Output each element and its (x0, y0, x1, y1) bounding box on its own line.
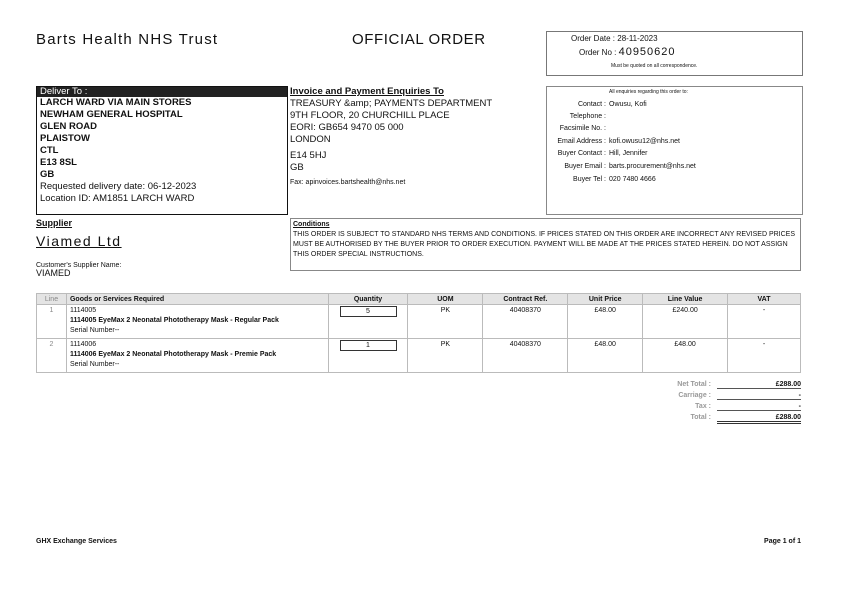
supplier-name: Viamed Ltd (36, 233, 122, 249)
deliver-to-heading: Deliver To : (37, 87, 287, 97)
row-quantity-cell (328, 305, 408, 339)
page-number: Page 1 of 1 (764, 538, 801, 545)
document-type: OFFICIAL ORDER (352, 31, 486, 48)
row-vat: - (728, 339, 801, 373)
item-code: 1114005 (69, 307, 97, 314)
facsimile-row (547, 125, 802, 136)
quantity-box: 5 (340, 306, 397, 317)
conditions-heading: Conditions (293, 221, 330, 228)
footer-service-name: GHX Exchange Services (36, 538, 117, 545)
requested-delivery-date: Requested delivery date: 06-12-2023 (40, 181, 197, 192)
item-serial: Serial Number-- (69, 361, 120, 368)
customer-supplier-value: VIAMED (36, 268, 71, 278)
row-uom: PK (408, 305, 483, 339)
quantity-box: 1 (340, 340, 397, 351)
contact-label: Contact : (577, 101, 606, 108)
total-row (560, 414, 801, 425)
order-date: 28-11-2023 (617, 34, 658, 43)
col-vat: VAT (728, 294, 801, 305)
carriage-row (560, 392, 801, 403)
order-date-label: Order Date : (571, 34, 616, 43)
totals-block (560, 381, 801, 425)
col-line-value: Line Value (643, 294, 728, 305)
invoice-line: LONDON (290, 134, 331, 145)
invoice-line: E14 5HJ (290, 150, 327, 161)
invoice-enquiries-box (290, 86, 545, 213)
deliver-to-box (36, 86, 288, 215)
net-total-value: £288.00 (717, 381, 801, 389)
net-total-row (560, 381, 801, 392)
conditions-text: THIS ORDER IS SUBJECT TO STANDARD NHS TERMS AND CONDITIONS. IF PRICES STATED ON THIS ORDER ARE INCORRECT ANY REVISED PRICES MUST BE AUTHORISED BY THE BUYER PRIOR TO ORDER EXECUTION. PAYMENT WILL BE MADE AT THE PRICES STATED HEREIN. DO NOT ASSIGN THIS ORDER SPECIAL INSTRUCTIONS. (293, 231, 796, 258)
invoice-heading: Invoice and Payment Enquiries To (290, 86, 444, 97)
carriage-label: Carriage : (678, 392, 711, 399)
item-code: 1114006 (69, 341, 97, 348)
row-goods (66, 305, 328, 339)
trust-name: Barts Health NHS Trust (36, 31, 219, 48)
order-note: Must be quoted on all correspondence. (611, 63, 698, 69)
email-label: Email Address : (557, 138, 606, 145)
order-info-box (546, 31, 803, 76)
row-line-number: 2 (37, 339, 67, 373)
supplier-heading: Supplier (36, 218, 73, 228)
telephone-label: Telephone : (569, 113, 606, 120)
total-label: Total : (690, 414, 711, 421)
item-serial: Serial Number-- (69, 327, 120, 334)
deliver-line: NEWHAM GENERAL HOSPITAL (40, 109, 183, 120)
row-vat: - (728, 305, 801, 339)
tax-label: Tax : (695, 403, 711, 410)
row-goods (66, 339, 328, 373)
buyer-tel-label: Buyer Tel : (573, 176, 606, 183)
buyer-tel-value: 020 7480 4666 (609, 176, 656, 183)
invoice-line: GB (290, 162, 304, 173)
row-line-value: £48.00 (643, 339, 728, 373)
row-line-value: £240.00 (643, 305, 728, 339)
buyer-email-row (547, 163, 802, 174)
row-unit-price: £48.00 (568, 339, 643, 373)
carriage-value: - (717, 392, 801, 400)
email-row (547, 138, 802, 149)
deliver-line: PLAISTOW (40, 133, 90, 144)
col-unit-price: Unit Price (568, 294, 643, 305)
table-row (37, 339, 801, 373)
order-no-row (579, 46, 676, 58)
order-no-label: Order No : (579, 48, 617, 57)
row-contract-ref: 40408370 (483, 305, 568, 339)
net-total-label: Net Total : (677, 381, 711, 388)
contact-value: Owusu, Kofi (609, 101, 647, 108)
invoice-line: 9TH FLOOR, 20 CHURCHILL PLACE (290, 110, 450, 121)
col-uom: UOM (408, 294, 483, 305)
contact-note: All enquiries regarding this order to: (609, 89, 688, 95)
col-quantity: Quantity (328, 294, 408, 305)
deliver-line: GB (40, 169, 55, 180)
buyer-email-label: Buyer Email : (564, 163, 606, 170)
total-value: £288.00 (717, 414, 801, 424)
col-line: Line (37, 294, 67, 305)
deliver-line: GLEN ROAD (40, 121, 97, 132)
invoice-line: TREASURY &amp; PAYMENTS DEPARTMENT (290, 98, 493, 109)
conditions-box (290, 218, 801, 271)
table-header-row (37, 294, 801, 305)
contact-box (546, 86, 803, 215)
contact-row (547, 101, 802, 112)
invoice-fax: Fax: apinvoices.bartshealth@nhs.net (290, 179, 406, 186)
order-number: 40950620 (618, 46, 676, 58)
order-items-table (36, 293, 801, 373)
tax-row (560, 403, 801, 414)
row-quantity-cell (328, 339, 408, 373)
buyer-contact-label: Buyer Contact : (557, 150, 606, 157)
telephone-row (547, 113, 802, 124)
item-description: 1114006 EyeMax 2 Neonatal Phototherapy Mask - Premie Pack (69, 351, 277, 358)
buyer-email-value[interactable]: barts.procurement@nhs.net (609, 163, 696, 170)
row-line-number: 1 (37, 305, 67, 339)
row-uom: PK (408, 339, 483, 373)
row-unit-price: £48.00 (568, 305, 643, 339)
buyer-tel-row (547, 176, 802, 187)
row-contract-ref: 40408370 (483, 339, 568, 373)
location-id: Location ID: AM1851 LARCH WARD (40, 193, 195, 204)
deliver-line: E13 8SL (40, 157, 77, 168)
buyer-contact-row (547, 150, 802, 161)
deliver-line: LARCH WARD VIA MAIN STORES (40, 97, 192, 108)
facsimile-label: Facsimile No. : (559, 125, 606, 132)
col-contract-ref: Contract Ref. (483, 294, 568, 305)
item-description: 1114005 EyeMax 2 Neonatal Phototherapy Mask - Regular Pack (69, 317, 279, 324)
tax-value: - (717, 403, 801, 411)
deliver-line: CTL (40, 145, 59, 156)
col-goods: Goods or Services Required (66, 294, 328, 305)
table-row (37, 305, 801, 339)
email-value[interactable]: kofi.owusu12@nhs.net (609, 138, 680, 145)
buyer-contact-value: Hill, Jennifer (609, 150, 648, 157)
customer-supplier-label: Customer's Supplier Name: (36, 262, 122, 269)
invoice-line: EORI: GB654 9470 05 000 (290, 122, 404, 133)
order-date-row (571, 34, 658, 43)
